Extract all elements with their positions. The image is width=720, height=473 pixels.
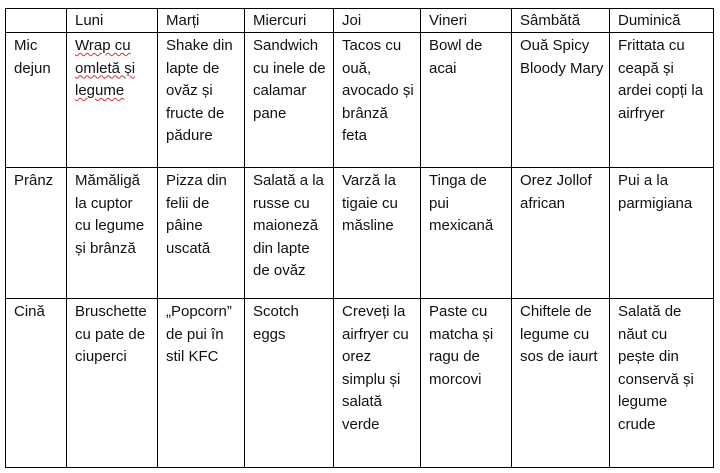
corner-cell [6, 9, 67, 33]
meal-label-pranz: Prânz [6, 168, 67, 299]
meal-cell [67, 168, 158, 299]
cell-text: Salată a la russe cu maioneză din lapte de ovăz [253, 172, 324, 279]
meal-cell [245, 33, 334, 168]
meal-cell [421, 33, 512, 168]
meal-cell [67, 299, 158, 468]
cell-text: Mămăligă la cuptor cu legume și brânză [75, 172, 145, 257]
header-row [6, 9, 714, 33]
table-row [6, 168, 714, 299]
cell-text: Pui a la parmigiana [618, 172, 693, 212]
meal-cell [421, 299, 512, 468]
cell-text: Orez Jollof african [520, 172, 592, 212]
meal-label-mic-dejun: Mic dejun [6, 33, 67, 168]
cell-text: Varză la tigaie cu măsline [342, 172, 398, 234]
meal-cell [158, 33, 245, 168]
cell-text: Salată de năut cu pește din conservă și legume crude [618, 303, 694, 433]
cell-text: Creveți la airfryer cu orez simplu și salată verde [342, 303, 409, 433]
meal-cell [512, 33, 610, 168]
meal-cell [610, 299, 714, 468]
day-header-luni: Luni [67, 9, 158, 33]
table-row [6, 33, 714, 168]
day-header-marti: Marți [158, 9, 245, 33]
cell-text: Frittata cu ceapă și ardei copți la airfryer [618, 37, 704, 122]
meal-cell [245, 168, 334, 299]
cell-text: Ouă Spicy Bloody Mary [520, 37, 604, 77]
meal-label-cina: Cină [6, 299, 67, 468]
cell-text: Pizza din felii de pâine uscată [166, 172, 227, 257]
meal-cell [334, 168, 421, 299]
cell-text: Sandwich cu inele de calamar pane [253, 37, 326, 122]
cell-text: Scotch eggs [253, 303, 299, 343]
meal-cell [512, 299, 610, 468]
day-header-miercuri: Miercuri [245, 9, 334, 33]
cell-text: Tinga de pui mexicană [429, 172, 494, 234]
cell-text: Chiftele de legume cu sos de iaurt [520, 303, 598, 365]
day-header-sambata: Sâmbătă [512, 9, 610, 33]
meal-cell [67, 33, 158, 168]
day-header-duminica: Duminică [610, 9, 714, 33]
meal-cell [421, 168, 512, 299]
meal-cell [610, 168, 714, 299]
meal-cell [158, 168, 245, 299]
cell-text: Paste cu matcha și ragu de morcovi [429, 303, 494, 388]
cell-text: „Popcorn” de pui în stil KFC [166, 303, 232, 365]
day-header-joi: Joi [334, 9, 421, 33]
meal-cell [512, 168, 610, 299]
meal-plan-table [5, 8, 714, 468]
table-row [6, 299, 714, 468]
cell-text: Bruschette cu pate de ciuperci [75, 303, 147, 365]
cell-text: Wrap cu omletă și legume [75, 37, 136, 99]
cell-text: Shake din lapte de ovăz și fructe de pădure [166, 37, 233, 144]
meal-cell [334, 33, 421, 168]
meal-cell [334, 299, 421, 468]
meal-cell [245, 299, 334, 468]
day-header-vineri: Vineri [421, 9, 512, 33]
cell-text: Bowl de acai [429, 37, 483, 77]
cell-text: Tacos cu ouă, avocado și brânză feta [342, 37, 414, 144]
meal-cell [158, 299, 245, 468]
meal-cell [610, 33, 714, 168]
